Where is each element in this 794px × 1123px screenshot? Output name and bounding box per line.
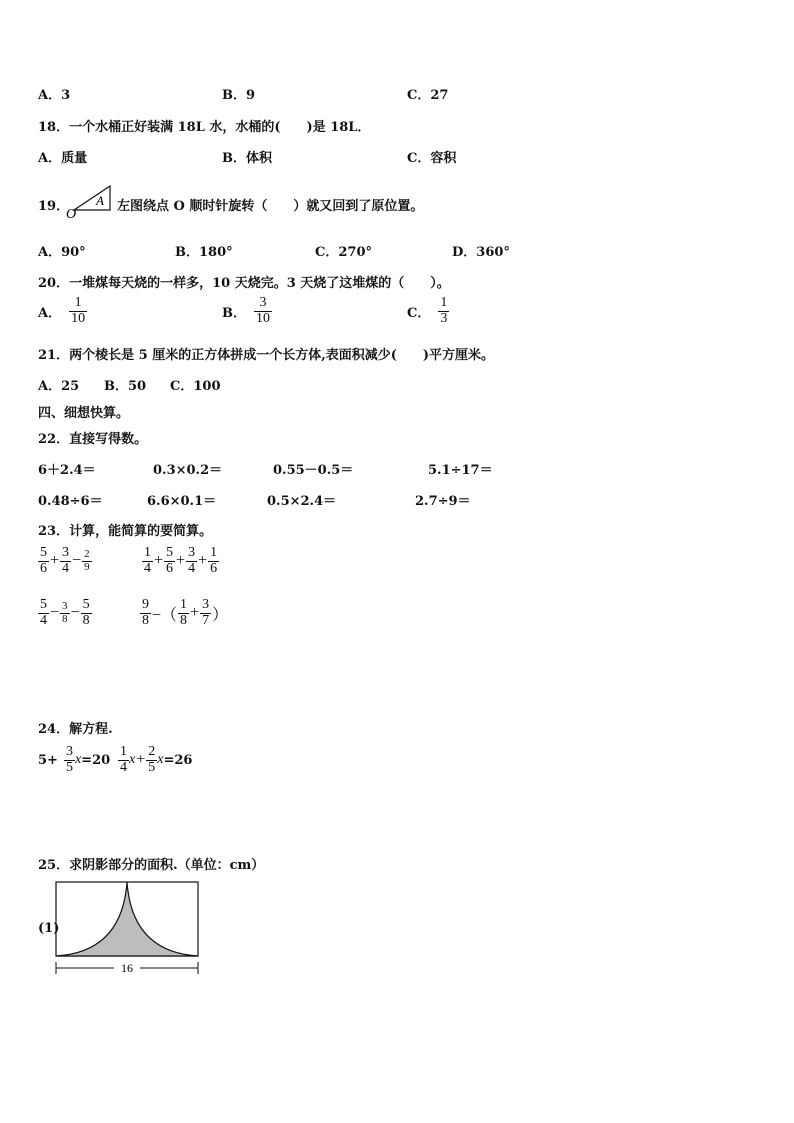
q21-option-c: C．100 <box>170 379 221 394</box>
q20-option-c-label: C． <box>407 305 431 321</box>
q19-number: 19． <box>38 199 70 214</box>
q23-expression-3 <box>38 598 92 628</box>
numerator: 1 <box>210 545 218 560</box>
point-o-label: O <box>66 207 77 220</box>
q17-option-b: B．9 <box>222 88 256 103</box>
q18-option-b: B．体积 <box>222 151 272 166</box>
fraction <box>118 745 129 775</box>
variable: x <box>129 752 136 768</box>
denominator: 4 <box>120 759 127 775</box>
numerator: 3 <box>188 545 196 560</box>
q21-option-b: B．50 <box>104 379 147 394</box>
q17-option-c: C．27 <box>407 88 449 103</box>
denominator: 4 <box>62 560 70 576</box>
numerator: 9 <box>142 597 149 612</box>
q18-option-a: A．质量 <box>38 151 88 166</box>
fraction <box>186 546 197 576</box>
denominator: 5 <box>65 759 73 775</box>
equation-result: =26 <box>163 752 193 768</box>
point-a-label: A <box>96 193 104 208</box>
q24-equation-1 <box>38 745 110 775</box>
denominator: 10 <box>256 310 270 326</box>
fraction <box>38 546 49 576</box>
q18-option-c: C．容积 <box>407 151 457 166</box>
q21-option-a: A．25 <box>38 379 80 394</box>
fraction <box>208 546 219 576</box>
operator: −（ <box>152 606 178 624</box>
q20-option-b <box>222 296 272 326</box>
q19-stem: 左图绕点 O 顺时针旋转（ ）就又回到了原位置。 <box>117 199 424 214</box>
q20-option-b-label: B． <box>222 305 246 321</box>
denominator: 3 <box>440 310 448 326</box>
shaded-region-diagram-icon <box>52 878 202 976</box>
q22-item: 0.3×0.2＝ <box>153 463 223 478</box>
fraction <box>60 546 71 576</box>
operator: + <box>176 552 186 570</box>
fraction <box>200 598 211 628</box>
numerator: 3 <box>202 597 210 612</box>
denominator: 8 <box>82 612 90 628</box>
denominator: 9 <box>84 560 90 573</box>
operator: + <box>190 604 200 622</box>
denominator: 4 <box>188 560 196 576</box>
operator: − <box>50 604 60 622</box>
fraction <box>438 296 449 326</box>
numerator: 5 <box>40 597 47 612</box>
numerator: 3 <box>65 744 73 759</box>
variable: x <box>74 752 82 768</box>
fraction <box>60 601 70 625</box>
q22-stem: 22．直接写得数。 <box>38 432 148 447</box>
denominator: 8 <box>142 612 149 628</box>
denominator: 4 <box>144 560 151 576</box>
dimension-label: 16 <box>121 961 133 975</box>
numerator: 3 <box>62 545 70 560</box>
denominator: 5 <box>148 759 156 775</box>
fraction <box>142 546 153 576</box>
fraction <box>146 745 157 775</box>
denominator: 7 <box>202 612 210 628</box>
operator: − <box>72 552 82 570</box>
q24-stem: 24．解方程. <box>38 722 113 737</box>
equation-prefix: 5+ <box>38 752 58 768</box>
q22-item: 6＋2.4＝ <box>38 463 96 478</box>
q19-option-b: B．180° <box>175 245 233 260</box>
q19-option-d: D．360° <box>452 245 510 260</box>
operator: + <box>50 552 60 570</box>
numerator: 1 <box>144 545 151 560</box>
denominator: 4 <box>40 612 47 628</box>
rotation-figure <box>66 180 116 220</box>
numerator: 2 <box>148 744 156 759</box>
denominator: 6 <box>40 560 47 576</box>
triangle-figure-icon <box>66 180 116 220</box>
operator: − <box>70 604 80 622</box>
q23-expression-2 <box>142 546 219 576</box>
q20-option-c <box>407 296 449 326</box>
q19-option-c: C．270° <box>315 245 372 260</box>
denominator: 8 <box>62 612 68 625</box>
shaded-area-figure <box>52 878 202 976</box>
fraction <box>254 296 272 326</box>
q22-item: 0.55－0.5＝ <box>273 463 354 478</box>
numerator: 1 <box>180 597 188 612</box>
denominator: 6 <box>210 560 218 576</box>
denominator: 6 <box>166 560 174 576</box>
numerator: 1 <box>440 295 448 310</box>
fraction <box>81 598 92 628</box>
q22-item: 6.6×0.1＝ <box>147 494 217 509</box>
q22-item: 5.1÷17＝ <box>428 463 493 478</box>
q22-item: 2.7÷9＝ <box>415 494 471 509</box>
q20-option-a <box>38 296 87 326</box>
q19-option-a: A．90° <box>38 245 86 260</box>
q21-stem: 21．两个棱长是 5 厘米的正方体拼成一个长方体,表面积减少( )平方厘米。 <box>38 348 495 363</box>
q23-stem: 23．计算，能简算的要简算。 <box>38 524 213 539</box>
fraction <box>82 549 92 573</box>
numerator: 2 <box>84 548 90 561</box>
q17-option-a: A．3 <box>38 88 71 103</box>
denominator: 8 <box>180 612 188 628</box>
q24-equation-2 <box>118 745 192 775</box>
fraction <box>178 598 189 628</box>
numerator: 1 <box>120 744 127 759</box>
denominator: 10 <box>71 310 86 326</box>
q25-stem: 25．求阴影部分的面积.（单位：cm） <box>38 858 265 873</box>
equation-result: =20 <box>81 752 111 768</box>
q25-figure-label: (1) <box>38 921 60 936</box>
numerator: 3 <box>62 600 68 613</box>
operator: + <box>154 552 164 570</box>
numerator: 1 <box>69 296 87 312</box>
fraction <box>69 296 87 326</box>
q23-expression-4 <box>140 598 229 628</box>
q22-item: 0.48÷6＝ <box>38 494 103 509</box>
numerator: 5 <box>166 545 174 560</box>
numerator: 3 <box>254 296 272 312</box>
q20-option-a-label: A． <box>38 305 62 321</box>
q23-expression-1 <box>38 546 92 576</box>
q20-stem: 20．一堆煤每天烧的一样多，10 天烧完。3 天烧了这堆煤的（ ）。 <box>38 276 450 291</box>
q18-stem: 18．一个水桶正好装满 18L 水，水桶的( )是 18L． <box>38 120 371 135</box>
numerator: 5 <box>40 545 47 560</box>
numerator: 5 <box>82 597 90 612</box>
q22-item: 0.5×2.4＝ <box>267 494 337 509</box>
fraction <box>164 546 175 576</box>
operator: + <box>198 552 208 570</box>
fraction <box>64 745 75 775</box>
fraction <box>38 598 49 628</box>
operator: ） <box>212 606 229 624</box>
variable: x <box>157 752 164 768</box>
fraction <box>140 598 151 628</box>
operator: + <box>136 751 146 769</box>
section-heading: 四、细想快算。 <box>38 406 130 421</box>
